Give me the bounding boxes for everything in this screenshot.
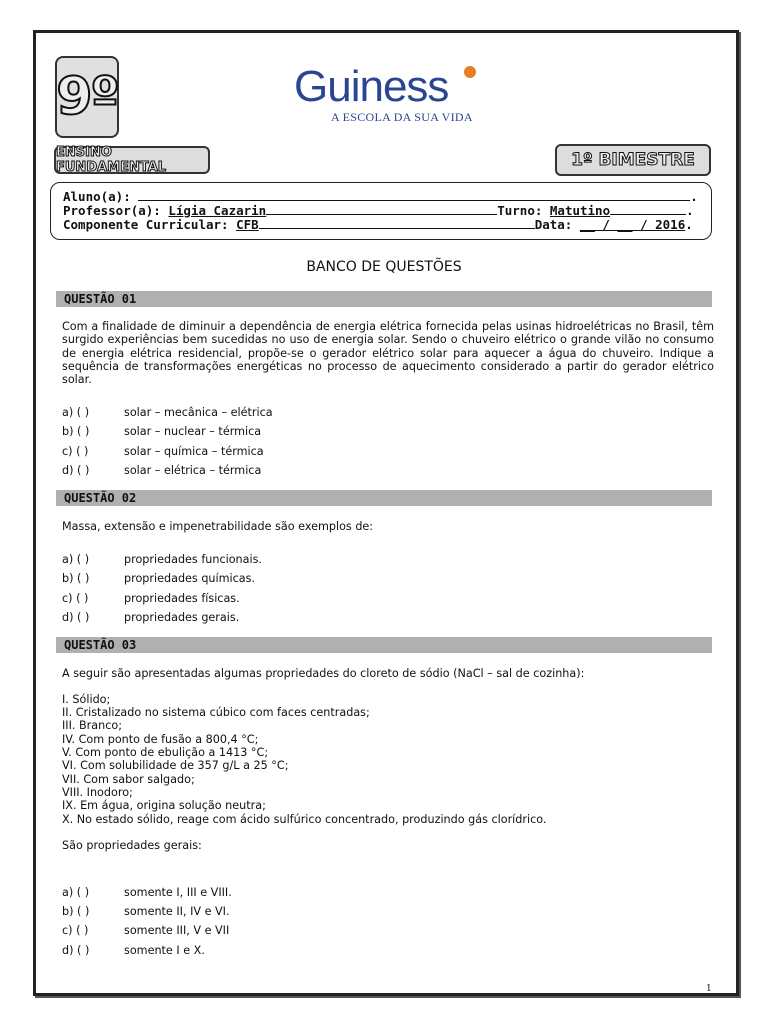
- q1-option-b[interactable]: b) ( ) solar – nuclear – térmica: [62, 425, 262, 438]
- q1-option-c[interactable]: c) ( ) solar – química – térmica: [62, 445, 264, 458]
- property-item: VII. Com sabor salgado;: [62, 773, 195, 786]
- property-item: X. No estado sólido, reage com ácido sulfúrico concentrado, produzindo gás clorídrico.: [62, 813, 547, 826]
- student-name-field[interactable]: [138, 189, 690, 201]
- property-item: IV. Com ponto de fusão a 800,4 °C;: [62, 733, 259, 746]
- question-01-text: Com a finalidade de diminuir a dependência de energia elétrica fornecida pelas usinas hidroelétricas no Brasil, têm surgido experiências bem sucedidas no uso de energia solar. Sendo o chuveiro elétrico o grande vilão no consumo de energia elétrica residencial, propõe-se o gerador elétrico solar para aquecer a água do chuveiro. Indique a sequência de transformações energéticas no processo de aquecimento considerado a partir do gerador elétrico solar.: [62, 320, 714, 387]
- property-item: II. Cristalizado no sistema cúbico com faces centradas;: [62, 706, 370, 719]
- property-item: VIII. Inodoro;: [62, 786, 133, 799]
- q3-option-d[interactable]: d) ( ) somente I e X.: [62, 944, 205, 957]
- logo-name: Guiness: [294, 62, 449, 111]
- property-item: I. Sólido;: [62, 693, 111, 706]
- subject-label: Componente Curricular:: [63, 217, 229, 232]
- student-info-box: [50, 182, 712, 240]
- q2-option-d[interactable]: d) ( ) propriedades gerais.: [62, 611, 240, 624]
- question-02-text: Massa, extensão e impenetrabilidade são exemplos de:: [62, 520, 374, 533]
- q3-option-c[interactable]: c) ( ) somente III, V e VII: [62, 924, 230, 937]
- property-item: V. Com ponto de ebulição a 1413 °C;: [62, 746, 269, 759]
- shift-value: Matutino: [549, 203, 611, 218]
- subject-fill: [259, 217, 535, 229]
- student-line: Aluno(a): .: [63, 189, 698, 204]
- grade-badge: [55, 56, 119, 138]
- subject-line: Componente Curricular: CFB Data: __ / __ / 2016.: [63, 217, 693, 232]
- teacher-label: Professor(a):: [63, 203, 161, 218]
- q1-option-d[interactable]: d) ( ) solar – elétrica – térmica: [62, 464, 262, 477]
- q3-option-b[interactable]: b) ( ) somente II, IV e VI.: [62, 905, 230, 918]
- question-02-header: QUESTÃO 02: [56, 490, 712, 506]
- property-item: III. Branco;: [62, 719, 122, 732]
- teacher-fill: [266, 203, 497, 215]
- date-value[interactable]: __ / __ / 2016: [579, 217, 686, 232]
- question-03-text: A seguir são apresentadas algumas propriedades do cloreto de sódio (NaCl – sal de cozinha):: [62, 667, 585, 680]
- teacher-value: Lígia Cazarin: [168, 203, 267, 218]
- page-title: BANCO DE QUESTÕES: [306, 259, 462, 275]
- q1-option-a[interactable]: a) ( ) solar – mecânica – elétrica: [62, 406, 273, 419]
- question-03-prompt: São propriedades gerais:: [62, 839, 202, 852]
- property-item: IX. Em água, origina solução neutra;: [62, 799, 266, 812]
- teacher-line: Professor(a): Lígia Cazarin Turno: Matutino .: [63, 203, 694, 218]
- student-label: Aluno(a):: [63, 189, 131, 204]
- page-number: 1: [706, 984, 712, 994]
- q2-option-c[interactable]: c) ( ) propriedades físicas.: [62, 592, 240, 605]
- q2-option-a[interactable]: a) ( ) propriedades funcionais.: [62, 553, 262, 566]
- property-item: VI. Com solubilidade de 357 g/L a 25 °C;: [62, 759, 289, 772]
- school-logo: [290, 62, 480, 126]
- q2-option-b[interactable]: b) ( ) propriedades químicas.: [62, 572, 256, 585]
- question-03-header: QUESTÃO 03: [56, 637, 712, 653]
- question-01-header: QUESTÃO 01: [56, 291, 712, 307]
- grade-text: 9º: [56, 67, 118, 127]
- level-badge: ENSINO FUNDAMENTAL: [54, 146, 210, 174]
- shift-label: Turno:: [497, 203, 543, 218]
- subject-value: CFB: [236, 217, 259, 232]
- logo-dot-icon: [464, 66, 476, 78]
- q3-option-a[interactable]: a) ( ) somente I, III e VIII.: [62, 886, 232, 899]
- shift-fill: [610, 203, 686, 215]
- term-badge: 1º BIMESTRE: [555, 144, 711, 176]
- logo-tagline: A ESCOLA DA SUA VIDA: [331, 110, 473, 124]
- date-label: Data:: [534, 217, 573, 232]
